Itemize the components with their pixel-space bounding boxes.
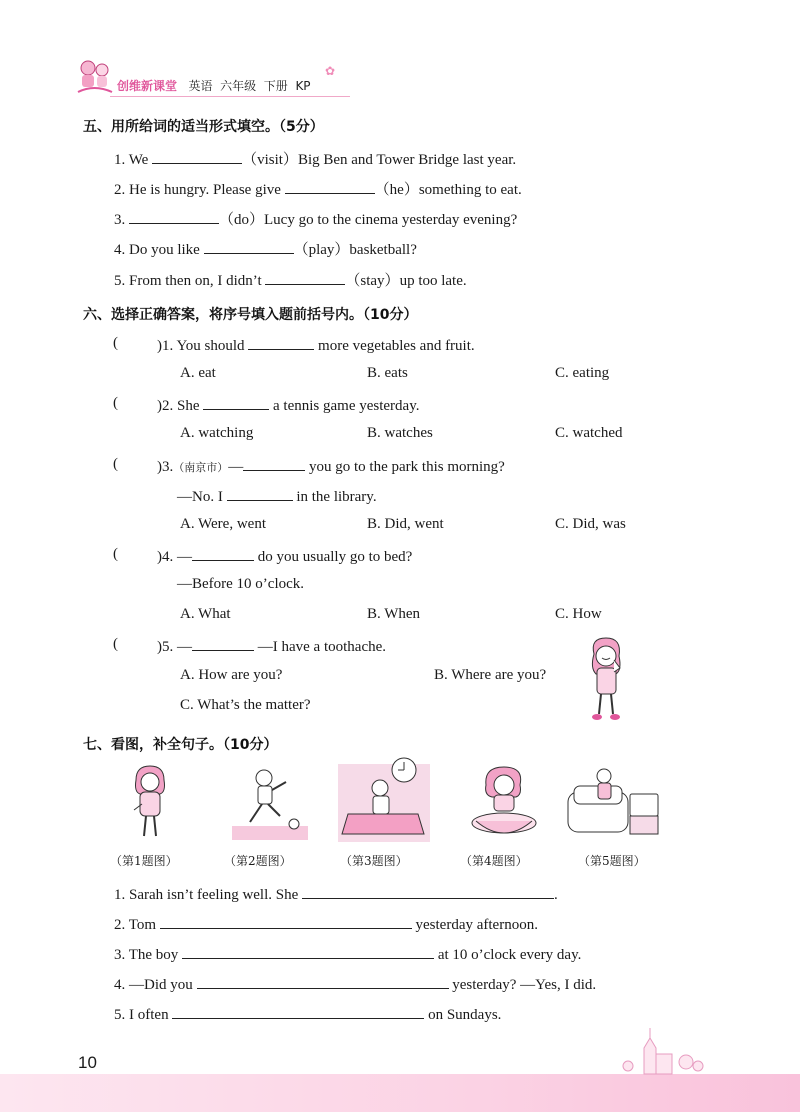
s7-item-2: 2. Tom yesterday afternoon. <box>114 914 538 934</box>
s6-q3-option-b[interactable]: B. Did, went <box>367 516 444 532</box>
s6-q4-line2: —Before 10 o’clock. <box>177 576 305 592</box>
answer-blank[interactable] <box>285 179 375 194</box>
picture-2-boy-football <box>232 766 308 845</box>
s6-q2-option-b[interactable]: B. watches <box>367 425 433 441</box>
answer-blank[interactable] <box>160 914 412 929</box>
answer-paren[interactable]: ( <box>113 546 118 562</box>
answer-blank[interactable] <box>203 395 269 410</box>
answer-blank[interactable] <box>197 974 449 989</box>
s5-item-5: 5. From then on, I didn’t （stay）up too late. <box>114 269 467 290</box>
s6-q5-option-b[interactable]: B. Where are you? <box>434 667 547 683</box>
s6-q1-option-a[interactable]: A. eat <box>180 365 216 381</box>
header-logo <box>72 58 116 96</box>
s6-q4: )4. — do you usually go to bed? <box>157 546 412 566</box>
s6-q3-option-c[interactable]: C. Did, was <box>555 516 626 532</box>
header-divider <box>110 96 350 97</box>
s6-q5: )5. — —I have a toothache. <box>157 636 386 656</box>
s6-q1-option-c[interactable]: C. eating <box>555 365 610 381</box>
s6-q1-option-b[interactable]: B. eats <box>367 365 408 381</box>
s6-q1: )1. You should more vegetables and fruit. <box>157 335 475 355</box>
answer-blank[interactable] <box>248 335 314 350</box>
region-tag: （南京市） <box>173 461 229 474</box>
answer-blank[interactable] <box>152 149 242 164</box>
caption-1: （第1题图） <box>110 854 178 868</box>
s6-q3-option-a[interactable]: A. Were, went <box>180 516 266 532</box>
answer-paren[interactable]: ( <box>113 395 118 411</box>
answer-blank[interactable] <box>265 270 345 285</box>
s6-q4-option-b[interactable]: B. When <box>367 606 421 622</box>
answer-paren[interactable]: ( <box>113 636 118 652</box>
s6-q3-line2: —No. I in the library. <box>177 486 377 506</box>
header-bar <box>117 77 311 94</box>
answer-blank[interactable] <box>129 209 219 224</box>
picture-4-girl-washing <box>464 765 544 848</box>
section-6-title: 六、选择正确答案，将序号填入题前括号内。（10分） <box>83 307 418 323</box>
s5-item-2: 2. He is hungry. Please give （he）something to eat. <box>114 178 522 199</box>
answer-blank[interactable] <box>172 1004 424 1019</box>
page-number: 10 <box>78 1053 97 1072</box>
caption-2: （第2题图） <box>224 854 292 868</box>
s6-q3: )3.（南京市）— you go to the park this morning? <box>157 456 505 476</box>
caption-4: （第4题图） <box>460 854 528 868</box>
picture-3-boy-bed-clock <box>338 754 430 847</box>
star-icon: ✿ <box>325 64 336 78</box>
s5-item-1: 1. We （visit）Big Ben and Tower Bridge last year. <box>114 148 516 169</box>
caption-3: （第3题图） <box>340 854 408 868</box>
answer-blank[interactable] <box>182 944 434 959</box>
picture-5-boy-sofa-tv <box>566 766 662 845</box>
answer-paren[interactable]: ( <box>113 456 118 472</box>
answer-blank[interactable] <box>302 884 554 899</box>
answer-blank[interactable] <box>227 486 293 501</box>
header-volume: 下册 <box>263 79 288 93</box>
s6-q4-option-c[interactable]: C. How <box>555 606 602 622</box>
answer-blank[interactable] <box>204 239 294 254</box>
answer-paren[interactable]: ( <box>113 335 118 351</box>
header-subject: 英语 <box>188 79 213 93</box>
brand-name: 创维新课堂 <box>117 79 178 93</box>
s5-item-3: 3. （do）Lucy go to the cinema yesterday evening? <box>114 208 517 229</box>
s6-q5-option-c[interactable]: C. What’s the matter? <box>180 697 311 713</box>
header-edition: KP <box>295 79 311 93</box>
answer-blank[interactable] <box>192 636 254 651</box>
section-7-title: 七、看图，补全句子。（10分） <box>83 737 278 753</box>
caption-5: （第5题图） <box>578 854 646 868</box>
s6-q4-option-a[interactable]: A. What <box>180 606 231 622</box>
answer-blank[interactable] <box>192 546 254 561</box>
s6-q5-option-a[interactable]: A. How are you? <box>180 667 283 683</box>
picture-1-sick-girl <box>126 764 176 847</box>
section-5-title: 五、用所给词的适当形式填空。（5分） <box>83 119 324 135</box>
girl-toothache-illustration <box>582 634 632 729</box>
castle-icon <box>614 1026 710 1081</box>
s6-q2: )2. She a tennis game yesterday. <box>157 395 419 415</box>
answer-blank[interactable] <box>243 456 305 471</box>
s7-item-1: 1. Sarah isn’t feeling well. She . <box>114 884 558 904</box>
s7-item-5: 5. I often on Sundays. <box>114 1004 501 1024</box>
s5-item-4: 4. Do you like （play）basketball? <box>114 238 417 259</box>
s7-item-3: 3. The boy at 10 o’clock every day. <box>114 944 581 964</box>
s6-q2-option-c[interactable]: C. watched <box>555 425 623 441</box>
header-grade: 六年级 <box>220 79 257 93</box>
s6-q2-option-a[interactable]: A. watching <box>180 425 254 441</box>
s7-item-4: 4. —Did you yesterday? —Yes, I did. <box>114 974 596 994</box>
